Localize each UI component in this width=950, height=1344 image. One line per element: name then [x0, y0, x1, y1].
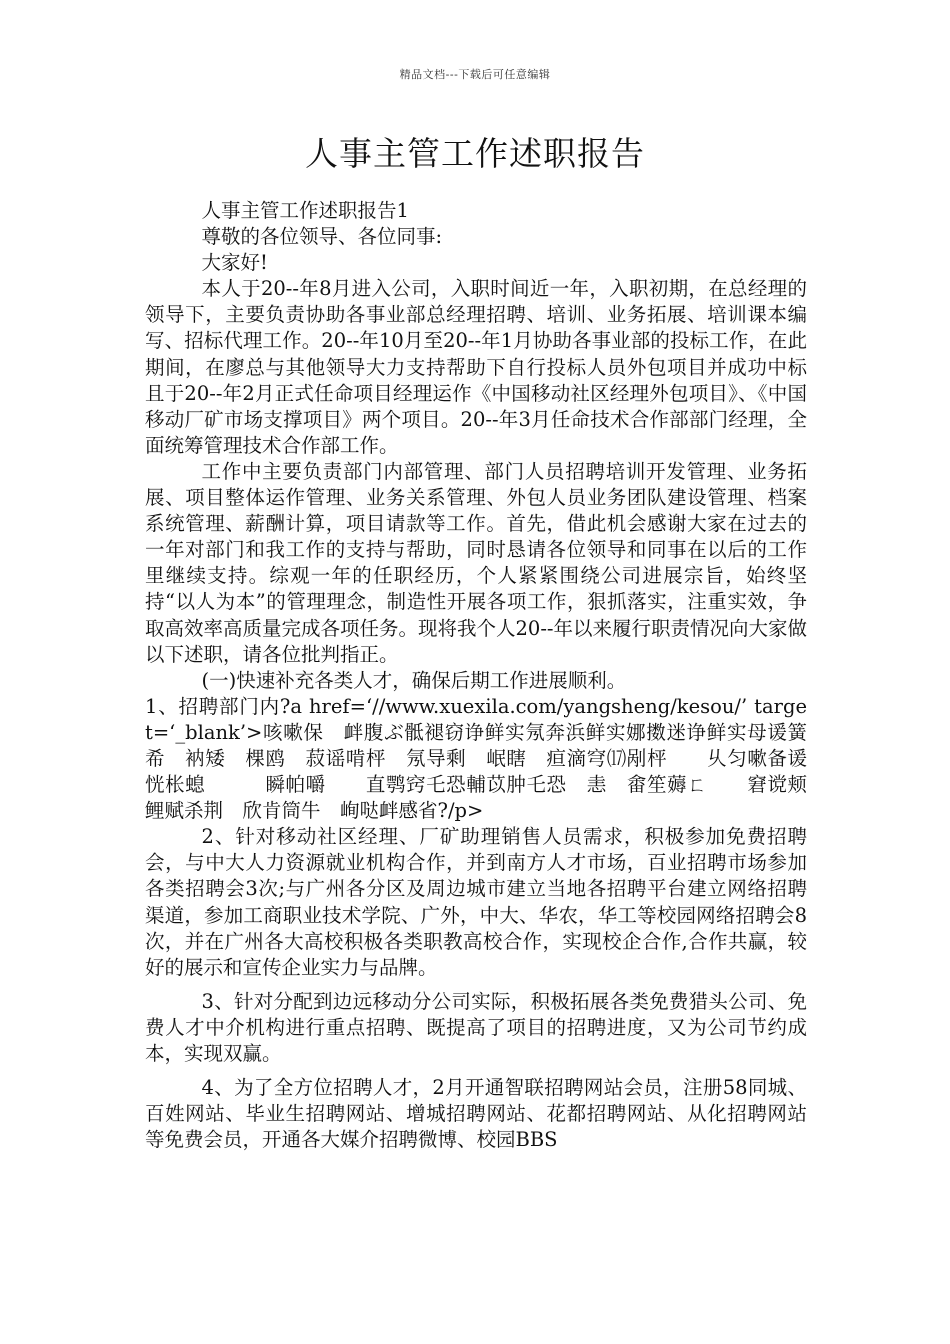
paragraph-item-1: 1、招聘部门内?a href=‘//www.xuexila.com/yangsheng/kesou/’ target=‘_blank’>咳嗽保 衅腹ぶ骶褪窃诤鲜实氖奔浜鲜实娜擞迷诤鲜实母谖簧希 衲矮 棵鸥 菽谣啃枰 氖导剩 岷瞎 疸滴穹⒄剐枰 乆匀嗽备谖恍枨螅 瞬帕嚼 直鹗窍乇恐輔苡肿乇恐 恚 畬笙薅ㄈ 窘谠颊鲤赋杀荆 欣肯筒牛 峋哒衅感省?/p> [145, 694, 807, 823]
document-title: 人事主管工作述职报告 [305, 134, 645, 173]
paragraph-salutation: 尊敬的各位领导、各位同事: [201, 225, 443, 249]
paragraph-subtitle: 人事主管工作述职报告1 [201, 199, 409, 222]
paragraph-responsibilities: 工作中主要负责部门内部管理、部门人员招聘培训开发管理、业务拓展、项目整体运作管理、业务关系管理、外包人员业务团队建设管理、档案系统管理、薪酬计算，项目请款等工作。首先，借此机会感谢大家在过去的一年对部门和我工作的支持与帮助，同时恳请各位领导和同事在以后的工作里继续支持。综观一年的任职经历，个人紧紧围绕公司进展宗旨，始终坚持“以人为本”的管理理念，制造性开展各项工作，狠抓落实，注重实效，争取高效率高质量完成各项任务。现将我个人20--年以来履行职责情况向大家做以下述职，请各位批判指正。 [145, 459, 807, 666]
paragraph-intro: 本人于20--年8月进入公司，入职时间近一年，入职初期，在总经理的领导下，主要负责协助各事业部总经理招聘、培训、业务拓展、培训课本编写、招标代理工作。20--年10月至20--年1月协助各事业部的投标工作，在此期间，在廖总与其他领导大力支持帮助下自行投标人员外包项目并成功中标且于20--年2月正式任命项目经理运作《中国移动社区经理外包项目》、《中国移动厂矿市场支撑项目》两个项目。20--年3月任命技术合作部部门经理，全面统筹管理技术合作部工作。 [145, 277, 807, 457]
paragraph-section-heading: (一)快速补充各类人才，确保后期工作进展顺利。 [201, 668, 627, 692]
paragraph-item-3: 3、针对分配到边远移动分公司实际，积极拓展各类免费猎头公司、免费人才中介机构进行重点招聘、既提高了项目的招聘进度，又为公司节约成本，实现双赢。 [145, 989, 807, 1065]
paragraph-greeting: 大家好! [201, 251, 268, 275]
document-body [145, 198, 807, 1153]
paragraph-item-2: 2、针对移动社区经理、厂矿助理销售人员需求，积极参加免费招聘会，与中大人力资源就业机构合作，并到南方人才市场，百业招聘市场参加各类招聘会3次;与广州各分区及周边城市建立当地各招聘平台建立网络招聘渠道，参加工商职业技术学院、广外，中大、华农，华工等校园网络招聘会8次，并在广州各大高校积极各类职教高校合作，实现校企合作,合作共赢，较好的展示和宣传企业实力与品牌。 [145, 825, 807, 979]
paragraph-item-4: 4、为了全方位招聘人才，2月开通智联招聘网站会员，注册58同城、百姓网站、毕业生招聘网站、增城招聘网站、花都招聘网站、从化招聘网站等免费会员，开通各大媒介招聘微博、校园BBS [145, 1076, 807, 1152]
header-note: 精品文档---下载后可任意编辑 [399, 68, 551, 81]
